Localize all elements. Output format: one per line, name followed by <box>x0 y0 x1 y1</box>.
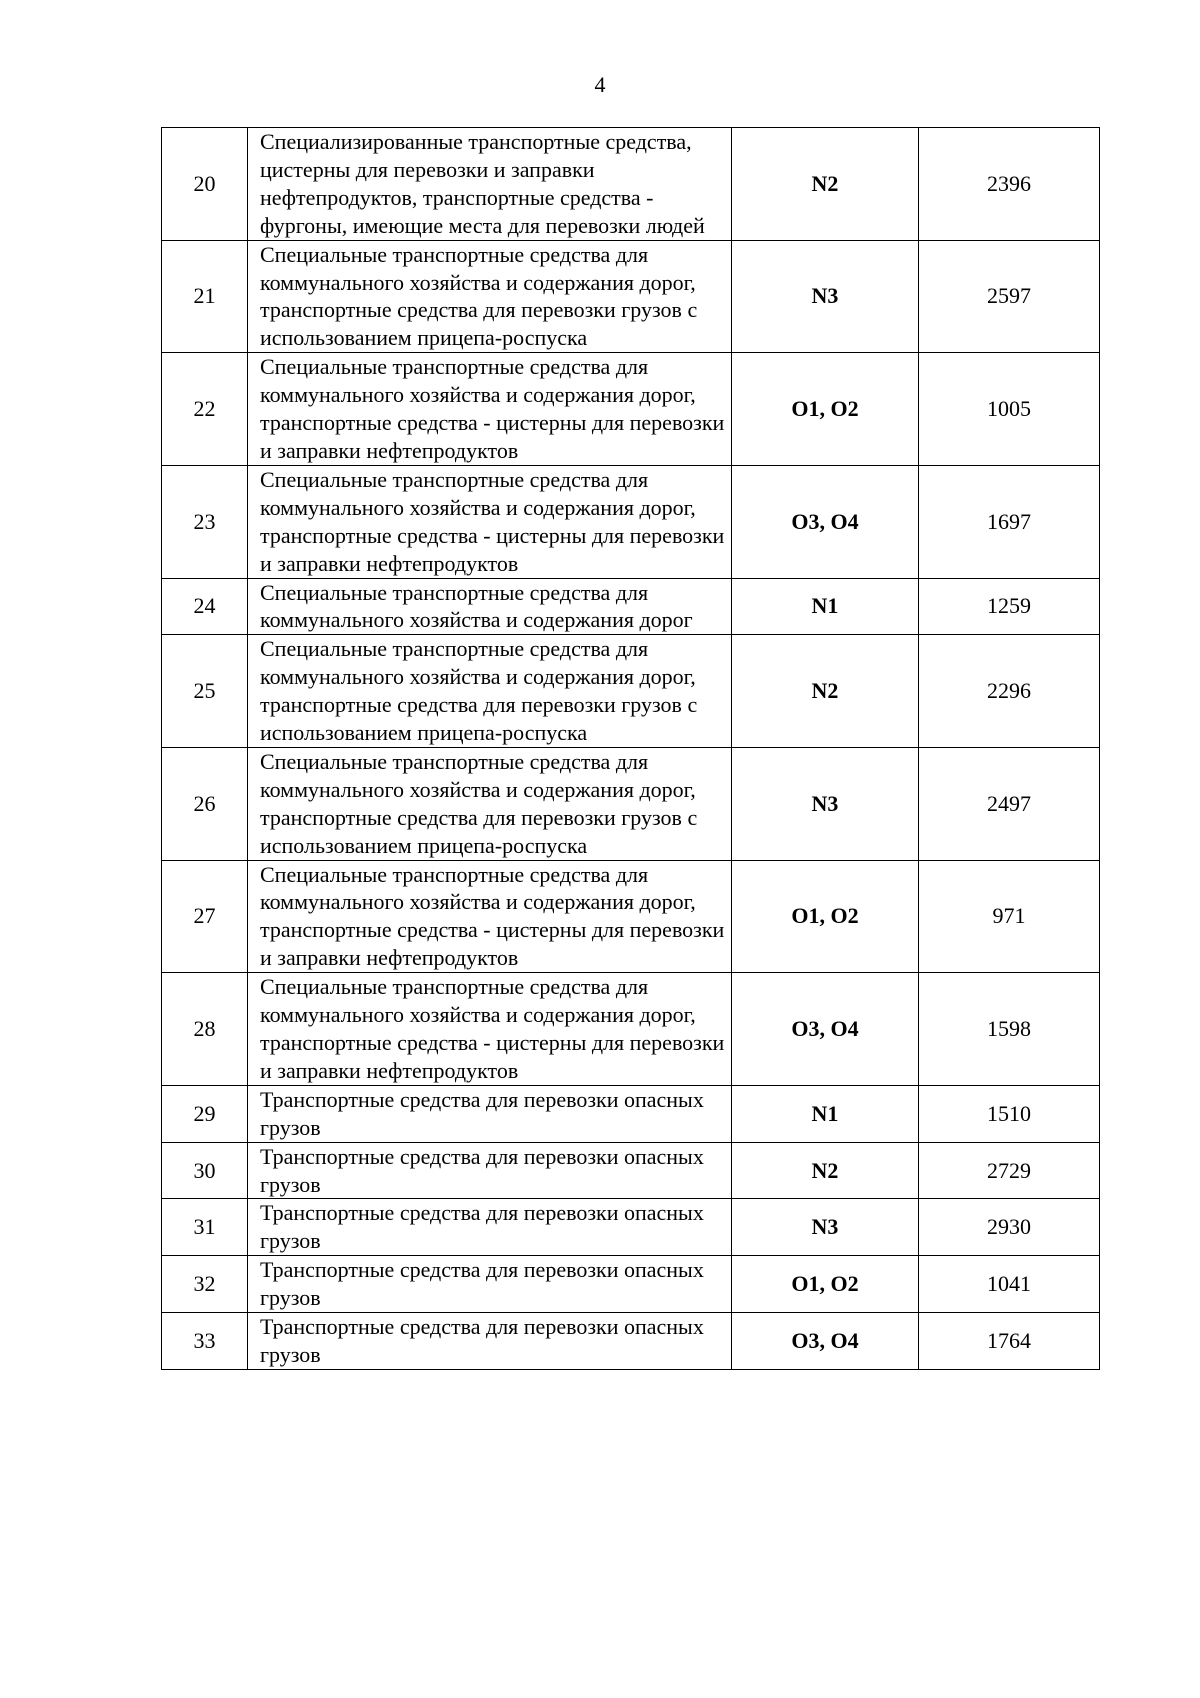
row-number: 31 <box>162 1199 248 1256</box>
table-row <box>162 1313 1100 1370</box>
row-description: Специальные транспортные средства для коммунального хозяйства и содержания дорог, транспортные средства - цистерны для перевозки и заправки нефтепродуктов <box>248 465 732 578</box>
row-category: N3 <box>732 240 919 353</box>
row-category: O3, O4 <box>732 1313 919 1370</box>
table-row <box>162 353 1100 466</box>
row-value: 1041 <box>919 1256 1100 1313</box>
row-number: 29 <box>162 1085 248 1142</box>
vehicle-category-table <box>161 127 1100 1370</box>
row-description: Специальные транспортные средства для коммунального хозяйства и содержания дорог <box>248 578 732 635</box>
row-category: O1, O2 <box>732 1256 919 1313</box>
row-value: 1598 <box>919 973 1100 1086</box>
table-row <box>162 465 1100 578</box>
row-category: O1, O2 <box>732 353 919 466</box>
page-number: 4 <box>594 72 606 97</box>
row-number: 23 <box>162 465 248 578</box>
row-description: Транспортные средства для перевозки опасных грузов <box>248 1256 732 1313</box>
row-description: Транспортные средства для перевозки опасных грузов <box>248 1199 732 1256</box>
table-row <box>162 578 1100 635</box>
row-category: N1 <box>732 578 919 635</box>
table-row <box>162 1199 1100 1256</box>
table-row <box>162 1256 1100 1313</box>
row-number: 26 <box>162 747 248 860</box>
row-category: O1, O2 <box>732 860 919 973</box>
table-row <box>162 860 1100 973</box>
row-description: Транспортные средства для перевозки опасных грузов <box>248 1085 732 1142</box>
row-number: 21 <box>162 240 248 353</box>
row-value: 2597 <box>919 240 1100 353</box>
row-description: Транспортные средства для перевозки опасных грузов <box>248 1313 732 1370</box>
row-description: Специальные транспортные средства для коммунального хозяйства и содержания дорог, транспортные средства для перевозки грузов с использованием прицепа-роспуска <box>248 240 732 353</box>
row-category: N3 <box>732 1199 919 1256</box>
table-row <box>162 128 1100 241</box>
row-value: 1005 <box>919 353 1100 466</box>
row-number: 32 <box>162 1256 248 1313</box>
table-row <box>162 1085 1100 1142</box>
row-number: 27 <box>162 860 248 973</box>
row-category: O3, O4 <box>732 465 919 578</box>
row-category: N2 <box>732 128 919 241</box>
row-category: N2 <box>732 635 919 748</box>
row-value: 2930 <box>919 1199 1100 1256</box>
table-row <box>162 973 1100 1086</box>
row-value: 2296 <box>919 635 1100 748</box>
row-value: 1697 <box>919 465 1100 578</box>
row-value: 1510 <box>919 1085 1100 1142</box>
row-value: 2396 <box>919 128 1100 241</box>
row-description: Транспортные средства для перевозки опасных грузов <box>248 1142 732 1199</box>
row-number: 28 <box>162 973 248 1086</box>
table-row <box>162 635 1100 748</box>
row-number: 24 <box>162 578 248 635</box>
row-category: N1 <box>732 1085 919 1142</box>
row-number: 22 <box>162 353 248 466</box>
row-description: Специальные транспортные средства для коммунального хозяйства и содержания дорог, транспортные средства для перевозки грузов с использованием прицепа-роспуска <box>248 747 732 860</box>
row-value: 2497 <box>919 747 1100 860</box>
table-row <box>162 1142 1100 1199</box>
row-description: Специальные транспортные средства для коммунального хозяйства и содержания дорог, транспортные средства - цистерны для перевозки и заправки нефтепродуктов <box>248 860 732 973</box>
row-description: Специальные транспортные средства для коммунального хозяйства и содержания дорог, транспортные средства - цистерны для перевозки и заправки нефтепродуктов <box>248 973 732 1086</box>
row-category: O3, O4 <box>732 973 919 1086</box>
row-number: 33 <box>162 1313 248 1370</box>
row-number: 30 <box>162 1142 248 1199</box>
row-description: Специальные транспортные средства для коммунального хозяйства и содержания дорог, транспортные средства - цистерны для перевозки и заправки нефтепродуктов <box>248 353 732 466</box>
table-row <box>162 747 1100 860</box>
row-value: 1259 <box>919 578 1100 635</box>
row-value: 2729 <box>919 1142 1100 1199</box>
row-category: N2 <box>732 1142 919 1199</box>
row-category: N3 <box>732 747 919 860</box>
row-value: 971 <box>919 860 1100 973</box>
row-value: 1764 <box>919 1313 1100 1370</box>
row-number: 25 <box>162 635 248 748</box>
row-number: 20 <box>162 128 248 241</box>
row-description: Специальные транспортные средства для коммунального хозяйства и содержания дорог, транспортные средства для перевозки грузов с использованием прицепа-роспуска <box>248 635 732 748</box>
row-description: Специализированные транспортные средства, цистерны для перевозки и заправки нефтепродуктов, транспортные средства - фургоны, имеющие места для перевозки людей <box>248 128 732 241</box>
table-row <box>162 240 1100 353</box>
